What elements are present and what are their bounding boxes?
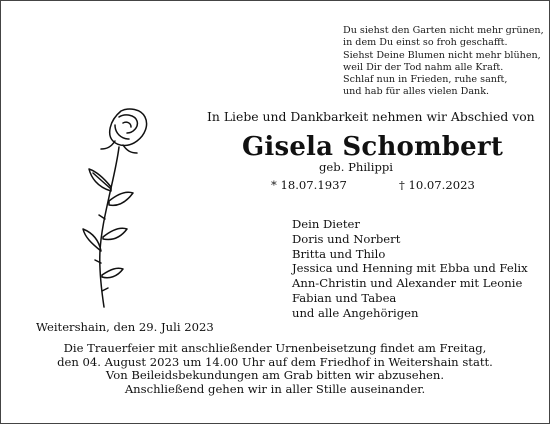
mourners-list [292,217,528,321]
birth-date: * 18.07.1937 [271,178,347,192]
place-date-line: Weitershain, den 29. Juli 2023 [36,320,214,334]
poem-line: in dem Du einst so froh geschafft. [343,37,508,49]
poem-line: Siehst Deine Blumen nicht mehr blühen, [343,49,541,61]
poem [343,25,543,99]
mourner-line: Dein Dieter [292,217,360,231]
funeral-line: Von Beileidsbekundungen am Grab bitten wir abzusehen. [105,368,445,383]
mourner-line: Britta und Thilo [292,246,386,261]
mourner-line: Jessica und Henning mit Ebba und Felix [292,261,528,276]
death-date: † 10.07.2023 [399,178,475,192]
poem-line: Schlaf nun in Frieden, ruhe sanft, [343,74,508,86]
funeral-details [1,342,549,396]
intro-text: In Liebe und Dankbarkeit nehmen wir Abschied von [207,109,535,124]
mourner-line: Doris und Norbert [292,231,401,246]
maiden-name: geb. Philippi [319,160,394,174]
poem-line: und hab für alles vielen Dank. [343,86,490,98]
mourner-line: Ann-Christin und Alexander mit Leonie [292,276,523,291]
mourner-line: und alle Angehörigen [292,305,419,320]
deceased-name: Gisela Schombert [242,132,504,162]
funeral-line: den 04. August 2023 um 14.00 Uhr auf dem Friedhof in Weitershain statt. [57,354,493,369]
funeral-line: Anschließend gehen wir in aller Stille auseinander. [124,381,426,396]
mourner-line: Fabian und Tabea [292,290,397,305]
poem-line: weil Dir der Tod nahm alle Kraft. [343,61,504,73]
rose-icon [71,103,167,311]
funeral-line: Die Trauerfeier mit anschließender Urnenbeisetzung findet am Freitag, [63,341,487,355]
poem-line: Du siehst den Garten nicht mehr grünen, [343,25,544,36]
